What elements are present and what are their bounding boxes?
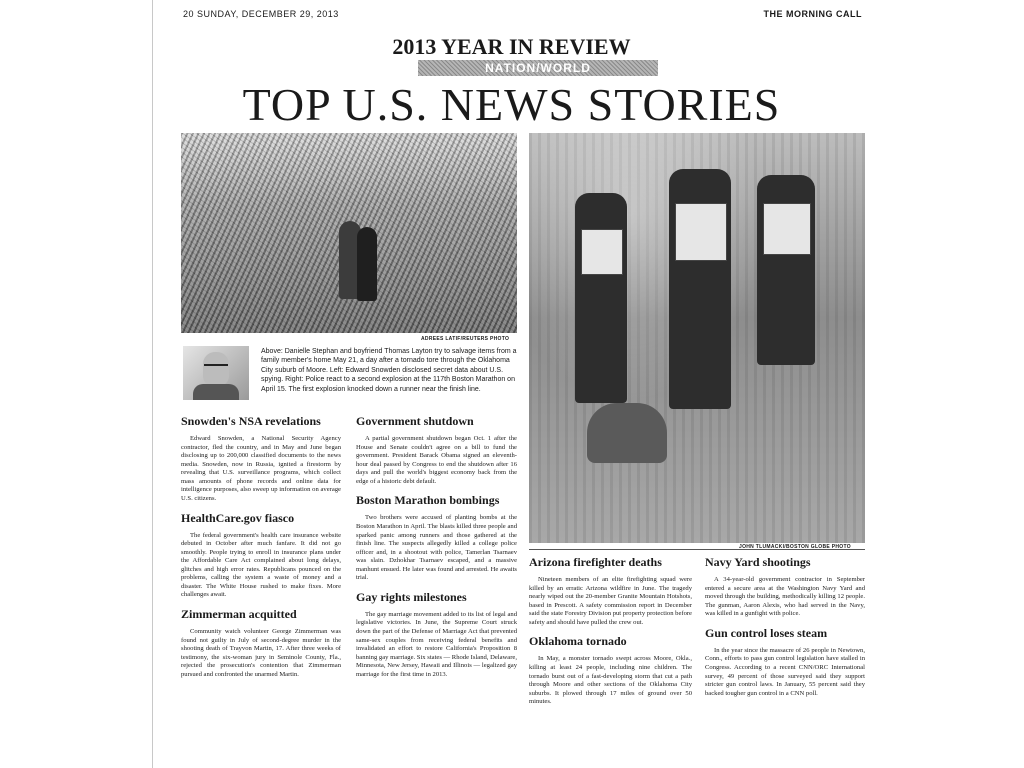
marathon-photo [529,133,865,543]
story-column [181,414,341,686]
story-body: Two brothers were accused of planting bombs at the Boston Marathon in April. The blasts killed three people and sparked panic among runners and those gathered at the finish line. The suspects allegedly killed a college police officer and, in a shootout with police, Tamerlan Tsarnaev was slain. Dzhokhar Tsarnaev escaped, and a massive manhunt ensued. He later was found and arrested. He awaits trial. [356,514,517,582]
photo-figure [357,227,377,301]
story-title: Zimmerman acquitted [181,607,297,621]
story-column [529,555,692,714]
story-title: Arizona firefighter deaths [529,555,662,569]
story-title: Oklahoma tornado [529,634,627,649]
story-body: The federal government's health care insurance website debuted in October after much fanfare. It did not go smoothly. People trying to enroll in insurance plans under the Affordable Care Act complained about long delays, glitches and high error rates. Republicans pounced on the problems, calling the system a waste of money and a disaster. The White House rushed to make fixes. More challenges await. [181,531,341,599]
story-column [356,414,517,686]
story-navy-yard [705,555,865,619]
story-body: A 34-year-old government contractor in September entered a secure area at the Washington Navy Yard and moved through the building, methodically killing 12 people. The gunman, Aaron Alexis, who had served in the Navy, was killed in a gunfight with police. [705,576,865,618]
tornado-photo [181,133,517,333]
photo-credit: JOHN TLUMACKI/BOSTON GLOBE PHOTO [739,544,851,550]
photo-credit: ADREES LATIF/REUTERS PHOTO [421,336,510,342]
story-body: A partial government shutdown began Oct. 1 after the House and Senate couldn't agree on a bill to fund the government. President Barack Obama signed an eleventh-hour deal passed by Congress to end the shutdown after 16 days and pull the world's biggest economy back from the edge of a historic debt default. [356,435,517,485]
story-title: Gun control loses steam [705,625,828,640]
story-title: Gay rights milestones [356,589,467,604]
story-body: Community watch volunteer George Zimmerman was found not guilty in July of second-degree murder in the shooting death of Trayvon Martin, 17. After three weeks of testimony, the six-woman jury in Seminole County, Fla., rejected the prosecution's contention that Zimmerman pursued and confronted the unarmed Martin. [181,628,341,678]
year-in-review-kicker: 2013 YEAR IN REVIEW [392,34,631,59]
story-column [705,555,865,705]
police-vest [763,203,811,255]
page-folio: 20 SUNDAY, DECEMBER 29, 2013 [183,9,339,19]
photo-caption: Above: Danielle Stephan and boyfriend Thomas Layton try to salvage items from a family member's home May 21, a day after a tornado tore through the Oklahoma City suburb of Moore. Left: Edward Snowden disclosed secret data about U.S. spying. Right: Police react to a second explosion at the 117th Boston Marathon on April 15. The first explosion knocked down a runner near the finish line. [261,348,517,393]
story-title: Government shutdown [356,414,474,428]
photo-figure [575,193,627,403]
shoulders-shape [193,384,239,400]
page-headline: TOP U.S. NEWS STORIES [242,79,781,130]
story-body: Nineteen members of an elite firefighting squad were killed by an erratic Arizona wildfire in June. The tragedy nearly wiped out the 20-member Granite Mountain Hotshots, based in Prescott. A safety commission report in December said the state Forestry Division put property protection before safety and should have pulled the crew out. [529,576,692,626]
story-zimmerman [181,607,341,679]
newspaper-nameplate: THE MORNING CALL [763,9,862,19]
police-vest [581,229,623,275]
snowden-mug-photo [183,346,249,400]
newspaper-page [152,0,870,768]
story-title: Navy Yard shootings [705,555,811,569]
story-body: The gay marriage movement added to its list of legal and legislative victories. In June, the Supreme Court struck down the part of the Defense of Marriage Act that prevented same-sex couples from receiving federal benefits and invalidated an effort to restore California's Proposition 8 banning gay marriage. Six states — Rhode Island, Delaware, Minnesota, New Jersey, Hawaii and Illinois — legalized gay marriage for the first time in 2013. [356,610,517,678]
story-gay-rights [356,590,517,680]
story-healthcare [181,511,341,601]
story-title: Boston Marathon bombings [356,493,500,508]
column-divider [529,549,865,550]
story-title: HealthCare.gov fiasco [181,510,295,525]
glasses-shape [204,364,228,371]
story-snowden [181,414,341,504]
story-boston [356,493,517,583]
story-body: In May, a monster tornado swept across Moore, Okla., killing at least 24 people, including nine children. The tornado burst out of a fast-developing storm that cut a path through Moore and other sections of the Oklahoma City suburbs. It plowed through 17 miles of ground over 50 minutes. [529,655,692,706]
photo-figure [587,403,667,463]
story-gun-control [705,626,865,698]
story-body: In the year since the massacre of 26 people in Newtown, Conn., efforts to pass gun control legislation have stalled in Congress. According to a recent CNN/ORC International survey, 49 percent of those surveyed said they support stricter gun control laws. In January, 55 percent said they backed tougher gun control in a CNN poll. [705,646,865,697]
story-oklahoma [529,634,692,706]
story-body: Edward Snowden, a National Security Agency contractor, fled the country, and in May and June began disclosing up to 200,000 classified documents to the news media. Snowden, now in Russia, ignited a firestorm by revealing that U.S. surveillance programs, which collect mass amounts of phone records and online data for intelligence purposes, also sweep up information on average U.S. citizens. [181,435,341,502]
section-label: NATION/WORLD [418,60,658,76]
police-vest [675,203,727,261]
story-title: Snowden's NSA revelations [181,414,321,428]
story-arizona [529,555,692,627]
story-shutdown [356,414,517,486]
